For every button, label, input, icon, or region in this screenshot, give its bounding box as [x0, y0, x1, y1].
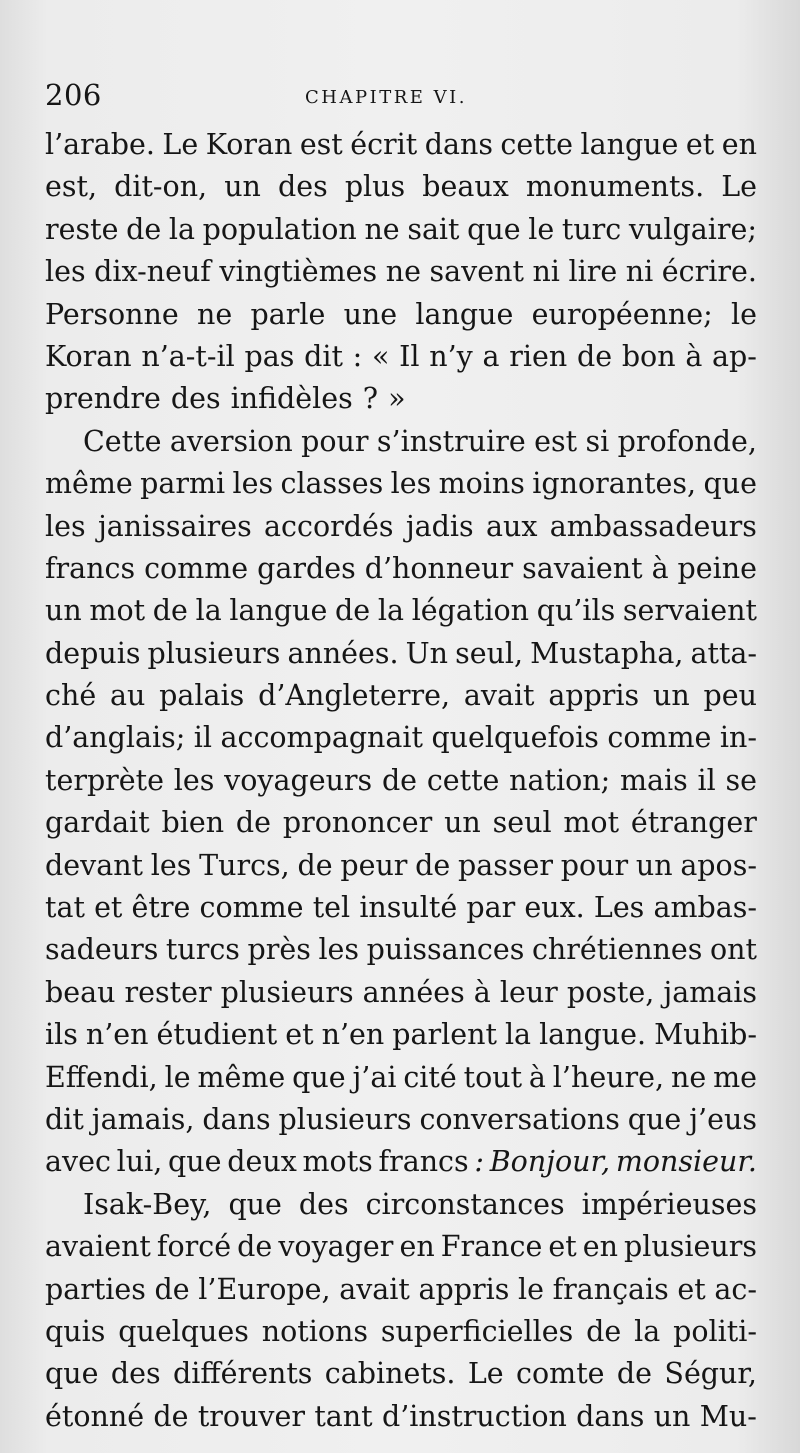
word: moins: [438, 467, 525, 501]
word: peine: [677, 551, 757, 585]
word: ne: [197, 297, 233, 331]
word: Mu-: [699, 1399, 757, 1433]
word: dit-on,: [114, 170, 208, 204]
text-line: [45, 1353, 757, 1395]
word: francs: [45, 551, 136, 585]
word: écrire.: [661, 255, 757, 289]
word: ne: [364, 212, 400, 246]
word: Effendi,: [45, 1060, 158, 1094]
text-line: [45, 251, 757, 293]
word: voyageurs: [224, 763, 373, 797]
word: politi-: [673, 1314, 757, 1348]
word: que: [627, 1102, 682, 1136]
word: ils: [45, 1018, 78, 1052]
page-number: 206: [45, 78, 102, 112]
word: beaux: [422, 170, 509, 204]
word: accompagnait: [220, 721, 423, 755]
word: dix-neuf: [94, 255, 211, 289]
word: dit: [45, 1102, 84, 1136]
word: d’anglais;: [45, 721, 186, 755]
word: Isak-Bey,: [83, 1187, 212, 1221]
text-line: [45, 717, 757, 759]
word: devant: [45, 848, 144, 882]
word: dans: [424, 128, 493, 161]
word: les: [150, 848, 192, 882]
word: ambas-: [653, 891, 757, 925]
word: rien: [509, 339, 568, 373]
word: infidèles: [230, 382, 353, 416]
word: Le: [467, 1357, 504, 1391]
body-text: [45, 124, 757, 1438]
word: rester: [124, 975, 212, 1009]
word: un: [45, 594, 82, 628]
word: parle: [250, 297, 326, 331]
word: circonstances: [365, 1187, 565, 1221]
word: reste: [45, 212, 119, 246]
text-line: [45, 1141, 757, 1183]
word: légation: [411, 594, 529, 628]
word: l’heure,: [552, 1060, 665, 1094]
word: ont: [709, 933, 757, 967]
word: parmi: [140, 467, 226, 501]
word: ne: [670, 1060, 707, 1094]
word: cette: [426, 763, 500, 797]
word: un: [652, 679, 690, 713]
word: se: [725, 763, 757, 797]
word: ne: [385, 255, 421, 289]
word: Turcs,: [199, 848, 290, 882]
word: que: [168, 1145, 222, 1179]
word: ni: [625, 255, 654, 289]
word: leur: [499, 975, 558, 1009]
word: mot: [563, 806, 620, 840]
word: français: [552, 1272, 669, 1306]
word: bien: [161, 806, 225, 840]
word: cette: [500, 128, 574, 161]
text-line: [45, 972, 757, 1014]
word: Les: [593, 891, 645, 925]
word: Cette: [83, 424, 162, 458]
text-line: [45, 1057, 757, 1099]
word: est: [534, 424, 578, 458]
word: appris: [548, 679, 640, 713]
word: forcé: [156, 1230, 232, 1264]
word: ap-: [712, 339, 757, 373]
text-line: [45, 590, 757, 632]
text-line: [45, 845, 757, 887]
word: plusieurs: [220, 975, 354, 1009]
word: langue.: [539, 1018, 647, 1052]
word: gardes: [257, 551, 356, 585]
text-line: [45, 548, 757, 590]
text-line: [45, 1311, 757, 1353]
word: me: [713, 1060, 757, 1094]
word: plus: [344, 170, 406, 204]
word: les: [45, 255, 86, 289]
word: Ségur,: [664, 1357, 757, 1391]
word: le: [517, 1272, 544, 1306]
text-line: [45, 378, 757, 420]
word: d’honneur: [364, 551, 514, 585]
word: si: [585, 424, 610, 458]
word: l’arabe.: [45, 128, 155, 161]
text-line: [45, 1226, 757, 1268]
word: de: [415, 848, 451, 882]
word: les: [173, 763, 215, 797]
word: en: [721, 128, 757, 161]
word: comme: [607, 721, 712, 755]
word: prendre: [45, 382, 161, 416]
word: une: [343, 297, 398, 331]
word: dans: [576, 1399, 645, 1433]
word: eux.: [524, 891, 585, 925]
word: janissaires: [97, 509, 252, 543]
word: dans: [202, 1102, 271, 1136]
word: parlent: [392, 1018, 497, 1052]
word: et: [677, 1272, 706, 1306]
word: les: [232, 467, 274, 501]
word: différents: [173, 1357, 313, 1391]
text-line: [45, 209, 757, 251]
page-header: [45, 78, 755, 118]
text-line: [45, 1396, 757, 1438]
word: quis: [45, 1314, 106, 1348]
word: tout: [463, 1060, 523, 1094]
text-line: [45, 760, 757, 802]
word: n’a-t-il: [141, 339, 235, 373]
word: prononcer: [282, 806, 433, 840]
word: parties: [45, 1272, 146, 1306]
text-line: [45, 802, 757, 844]
word: francs: [378, 1145, 469, 1179]
word: j’ai: [352, 1060, 397, 1094]
word: mot: [89, 594, 146, 628]
text-line: [45, 124, 757, 166]
word: pour: [560, 848, 629, 882]
word: comme: [144, 551, 249, 585]
word: seul: [492, 806, 552, 840]
text-line: [45, 1099, 757, 1141]
word: est: [299, 128, 343, 161]
word: jamais: [663, 975, 757, 1009]
word: au: [110, 679, 146, 713]
word: les: [45, 509, 86, 543]
word: avait: [339, 1272, 410, 1306]
word: années: [362, 975, 465, 1009]
word: monsieur.: [615, 1145, 757, 1179]
word: que: [292, 1060, 346, 1094]
word: Mustapha,: [530, 636, 684, 670]
word: palais: [159, 679, 245, 713]
word: étonné: [45, 1399, 145, 1433]
word: l’Europe,: [198, 1272, 331, 1306]
word: vulgaire;: [628, 212, 757, 246]
word: à: [473, 975, 491, 1009]
word: appris: [418, 1272, 510, 1306]
word: population: [202, 212, 357, 246]
word: Muhib-: [654, 1018, 757, 1052]
word: in-: [719, 721, 757, 755]
word: de: [335, 594, 371, 628]
word: aux: [485, 509, 538, 543]
word: de: [154, 1272, 190, 1306]
word: passer: [458, 848, 553, 882]
word: comte: [516, 1357, 605, 1391]
word: tat: [45, 891, 85, 925]
word: qu’ils: [536, 594, 616, 628]
word: chrétiennes: [531, 933, 703, 967]
word: comme: [199, 891, 304, 925]
word: savaient: [522, 551, 643, 585]
word: deux: [227, 1145, 297, 1179]
word: plusieurs: [278, 1102, 412, 1136]
word: langue: [229, 594, 328, 628]
word: ambassadeurs: [549, 509, 757, 543]
word: puissances: [366, 933, 525, 967]
word: il: [697, 763, 716, 797]
word: de: [381, 763, 418, 797]
word: de: [297, 848, 333, 882]
word: :: [474, 1145, 484, 1179]
word: langue: [580, 128, 679, 161]
word: et: [94, 891, 123, 925]
word: écrit: [350, 128, 418, 161]
text-line: [45, 506, 757, 548]
word: plusieurs: [147, 636, 281, 670]
word: peur: [340, 848, 408, 882]
word: la: [168, 212, 195, 246]
word: d’Angleterre,: [258, 679, 451, 713]
word: la: [634, 1314, 661, 1348]
word: par: [466, 891, 516, 925]
word: apos-: [680, 848, 757, 882]
word: la: [195, 594, 222, 628]
word: nation;: [509, 763, 611, 797]
word: terprète: [45, 763, 164, 797]
word: quelquefois: [431, 721, 599, 755]
running-title: CHAPITRE VI.: [305, 87, 467, 108]
word: a: [482, 339, 500, 373]
word: Koran: [45, 339, 132, 373]
word: aversion: [169, 424, 293, 458]
word: insulté: [359, 891, 458, 925]
word: avait: [463, 679, 535, 713]
text-line: [45, 1269, 757, 1311]
word: turcs: [165, 933, 240, 967]
word: trouver: [197, 1399, 306, 1433]
word: sait: [407, 212, 460, 246]
word: seul,: [455, 636, 524, 670]
word: conversations: [419, 1102, 620, 1136]
word: de: [586, 1314, 622, 1348]
word: de: [616, 1357, 653, 1391]
word: les: [318, 933, 360, 967]
word: avaient: [45, 1230, 151, 1264]
word: avec: [45, 1145, 111, 1179]
text-line: [45, 294, 757, 336]
word: depuis: [45, 636, 141, 670]
word: ignorantes,: [532, 467, 697, 501]
word: lire: [568, 255, 618, 289]
word: ni: [532, 255, 560, 289]
word: la: [377, 594, 404, 628]
word: atta-: [690, 636, 757, 670]
word: Un: [405, 636, 449, 670]
word: à: [651, 551, 669, 585]
word: gardait: [45, 806, 150, 840]
word: années.: [287, 636, 399, 670]
word: beau: [45, 975, 116, 1009]
word: poste,: [566, 975, 655, 1009]
text-line: [45, 1184, 757, 1226]
word: sadeurs: [45, 933, 159, 967]
word: des: [298, 1187, 349, 1221]
word: des: [277, 170, 328, 204]
word: peu: [703, 679, 757, 713]
word: dit: [304, 339, 343, 373]
word: et: [685, 128, 715, 161]
word: de: [152, 594, 188, 628]
word: n’y: [429, 339, 473, 373]
word: vingtièmes: [219, 255, 378, 289]
text-line: [45, 166, 757, 208]
word: bon: [621, 339, 676, 373]
word: s’instruire: [376, 424, 526, 458]
word: :: [352, 339, 363, 373]
word: à: [528, 1060, 546, 1094]
text-line: [45, 1014, 757, 1056]
word: n’en: [85, 1018, 149, 1052]
word: pas: [244, 339, 295, 373]
word: et: [548, 1230, 577, 1264]
word: pour: [301, 424, 369, 458]
word: ?: [362, 382, 379, 416]
word: de: [235, 806, 272, 840]
word: que: [467, 212, 521, 246]
word: en: [582, 1230, 618, 1264]
word: tant: [314, 1399, 373, 1433]
word: de: [126, 212, 162, 246]
word: la: [504, 1018, 532, 1052]
word: étudient: [156, 1018, 278, 1052]
word: des: [110, 1357, 161, 1391]
word: que: [45, 1357, 99, 1391]
word: classes: [280, 467, 384, 501]
word: lui,: [116, 1145, 163, 1179]
word: turc: [561, 212, 622, 246]
word: un: [224, 170, 261, 204]
word: mots: [302, 1145, 373, 1179]
word: profonde,: [617, 424, 757, 458]
word: de: [153, 1399, 189, 1433]
word: il: [193, 721, 213, 755]
word: jadis: [405, 509, 474, 543]
word: en: [399, 1230, 435, 1264]
word: savent: [429, 255, 524, 289]
word: les: [390, 467, 432, 501]
word: est,: [45, 170, 98, 204]
word: de: [576, 339, 613, 373]
word: un: [444, 806, 481, 840]
word: le: [731, 297, 757, 331]
text-line: [45, 463, 757, 505]
word: langue: [415, 297, 514, 331]
word: être: [131, 891, 191, 925]
word: Koran: [205, 128, 293, 161]
word: impérieuses: [581, 1187, 757, 1221]
word: »: [388, 382, 406, 416]
word: même: [197, 1060, 286, 1094]
text-line: [45, 421, 757, 463]
word: superficielles: [380, 1314, 574, 1348]
word: de: [237, 1230, 273, 1264]
word: que: [228, 1187, 282, 1221]
word: des: [170, 382, 221, 416]
word: le: [528, 212, 555, 246]
word: que: [703, 467, 757, 501]
text-line: [45, 336, 757, 378]
word: accordés: [264, 509, 394, 543]
word: servaient: [622, 594, 757, 628]
word: un: [653, 1399, 691, 1433]
text-line: [45, 929, 757, 971]
word: jamais,: [91, 1102, 195, 1136]
word: Le: [721, 170, 757, 204]
word: européenne;: [531, 297, 713, 331]
word: étranger: [630, 806, 757, 840]
word: «: [371, 339, 390, 373]
word: plusieurs: [624, 1230, 757, 1264]
word: Bonjour,: [489, 1145, 611, 1179]
word: n’en: [321, 1018, 385, 1052]
word: j’eus: [689, 1102, 757, 1136]
word: monuments.: [525, 170, 705, 204]
word: à: [685, 339, 703, 373]
word: cabinets.: [324, 1357, 456, 1391]
text-line: [45, 675, 757, 717]
word: notions: [261, 1314, 368, 1348]
word: cité: [403, 1060, 457, 1094]
word: France: [440, 1230, 543, 1264]
word: voyager: [278, 1230, 394, 1264]
word: tel: [312, 891, 351, 925]
text-line: [45, 633, 757, 675]
word: Il: [399, 339, 420, 373]
word: ac-: [714, 1272, 757, 1306]
word: d’instruction: [381, 1399, 567, 1433]
word: près: [247, 933, 311, 967]
word: ché: [45, 679, 97, 713]
word: le: [164, 1060, 191, 1094]
word: Le: [162, 128, 199, 161]
word: quelques: [118, 1314, 249, 1348]
word: Personne: [45, 297, 179, 331]
word: un: [635, 848, 673, 882]
word: et: [285, 1018, 314, 1052]
word: mais: [619, 763, 688, 797]
text-line: [45, 887, 757, 929]
word: même: [45, 467, 133, 501]
